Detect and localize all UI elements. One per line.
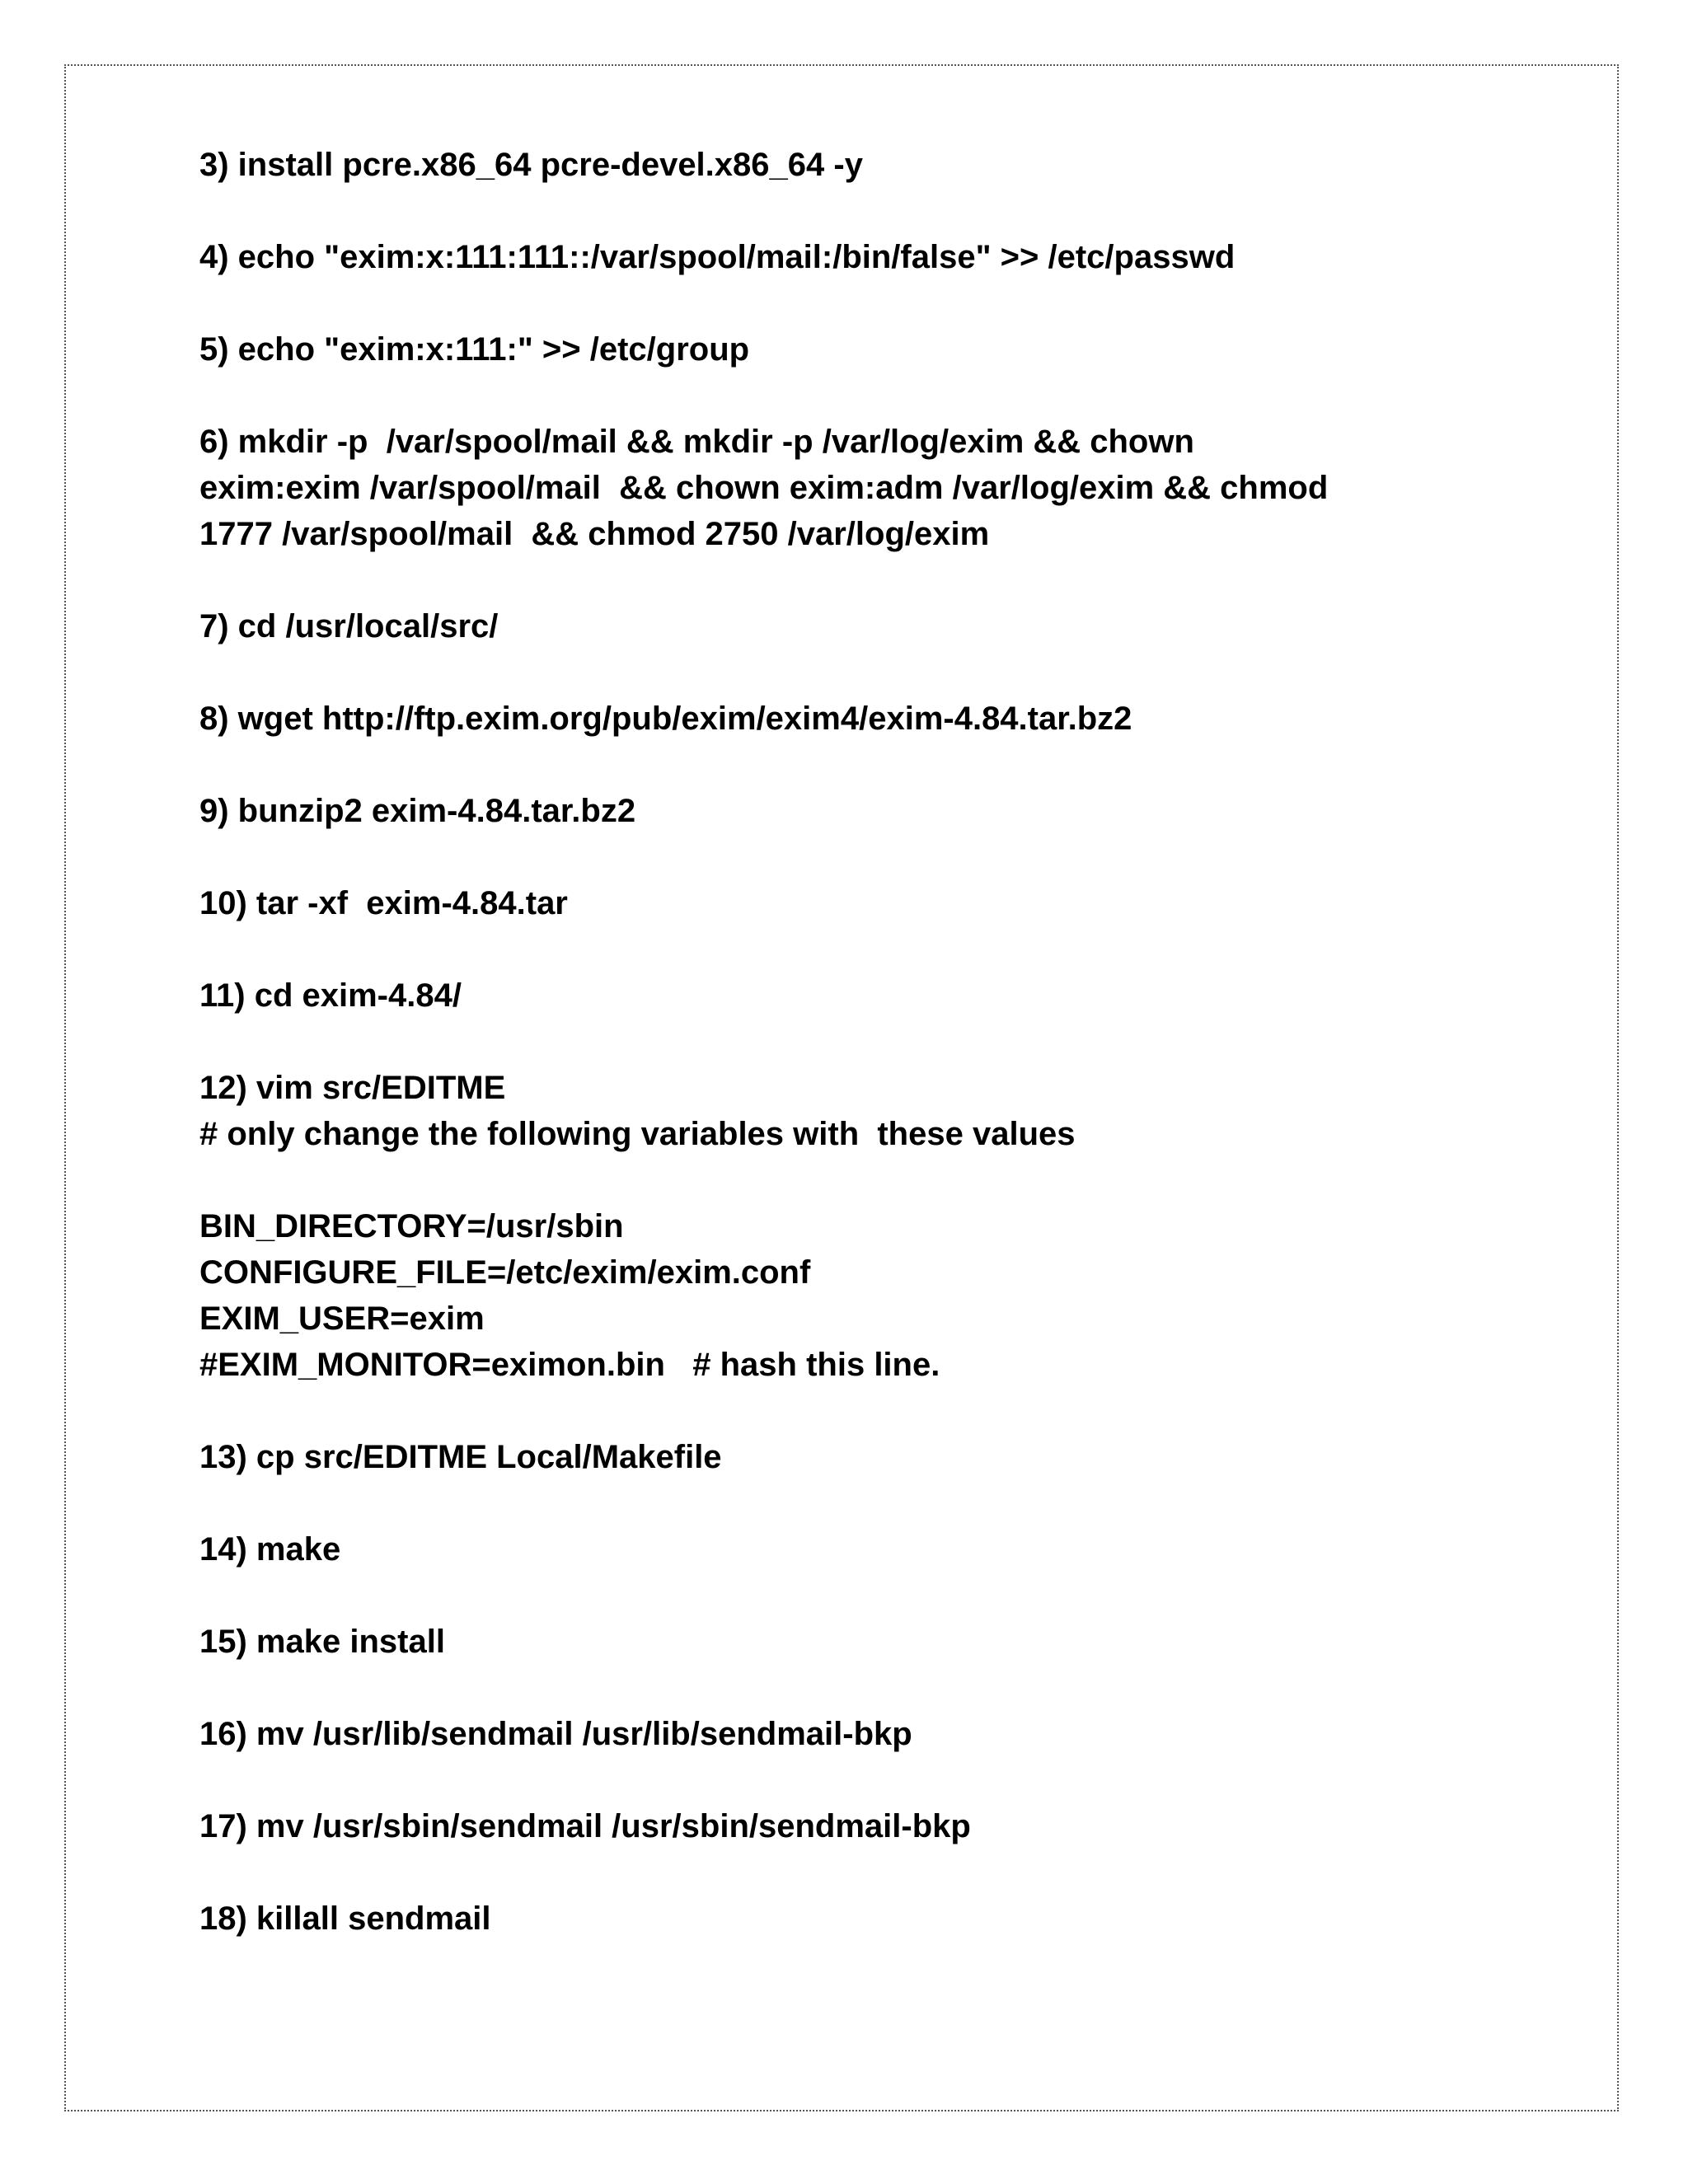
- blank-line: [199, 649, 1518, 696]
- text-line: 3) install pcre.x86_64 pcre-devel.x86_64 -y: [199, 147, 863, 183]
- text-line: 6) mkdir -p /var/spool/mail && mkdir -p /var/log/exim && chown: [199, 424, 1194, 460]
- text-line: 18) killall sendmail: [199, 1900, 491, 1937]
- blank-line: [199, 557, 1518, 603]
- text-line: CONFIGURE_FILE=/etc/exim/exim.conf: [199, 1254, 811, 1291]
- blank-line: [199, 1019, 1518, 1065]
- text-line: BIN_DIRECTORY=/usr/sbin: [199, 1208, 624, 1244]
- blank-line: [199, 1665, 1518, 1711]
- blank-line: [199, 742, 1518, 788]
- text-line: 17) mv /usr/sbin/sendmail /usr/sbin/sendmail-bkp: [199, 1808, 971, 1844]
- blank-line: [199, 1849, 1518, 1896]
- blank-line: [199, 834, 1518, 880]
- text-line: 7) cd /usr/local/src/: [199, 608, 499, 644]
- text-line: EXIM_USER=exim: [199, 1301, 485, 1337]
- blank-line: [199, 280, 1518, 326]
- blank-line: [199, 1572, 1518, 1619]
- text-line: 12) vim src/EDITME: [199, 1070, 506, 1106]
- text-line: 4) echo "exim:x:111:111::/var/spool/mail:/bin/false" >> /etc/passwd: [199, 239, 1236, 275]
- text-line: 10) tar -xf exim-4.84.tar: [199, 885, 568, 921]
- text-line: # only change the following variables with these values: [199, 1116, 1076, 1152]
- text-line: 15) make install: [199, 1624, 445, 1660]
- blank-line: [199, 926, 1518, 972]
- text-line: 9) bunzip2 exim-4.84.tar.bz2: [199, 793, 636, 829]
- text-line: exim:exim /var/spool/mail && chown exim:adm /var/log/exim && chmod: [199, 470, 1329, 506]
- text-line: #EXIM_MONITOR=eximon.bin # hash this line.: [199, 1347, 940, 1383]
- text-line: 5) echo "exim:x:111:" >> /etc/group: [199, 331, 750, 368]
- text-line: 8) wget http://ftp.exim.org/pub/exim/exim4/exim-4.84.tar.bz2: [199, 701, 1132, 737]
- blank-line: [199, 1757, 1518, 1803]
- text-line: 13) cp src/EDITME Local/Makefile: [199, 1439, 722, 1475]
- blank-line: [199, 188, 1518, 234]
- text-line: 16) mv /usr/lib/sendmail /usr/lib/sendmail-bkp: [199, 1716, 912, 1752]
- blank-line: [199, 1480, 1518, 1526]
- text-line: 1777 /var/spool/mail && chmod 2750 /var/log/exim: [199, 516, 990, 552]
- text-line: 14) make: [199, 1531, 341, 1568]
- blank-line: [199, 1157, 1518, 1203]
- text-line: 11) cd exim-4.84/: [199, 977, 462, 1014]
- document-body: [199, 142, 1518, 1942]
- blank-line: [199, 373, 1518, 419]
- blank-line: [199, 1388, 1518, 1434]
